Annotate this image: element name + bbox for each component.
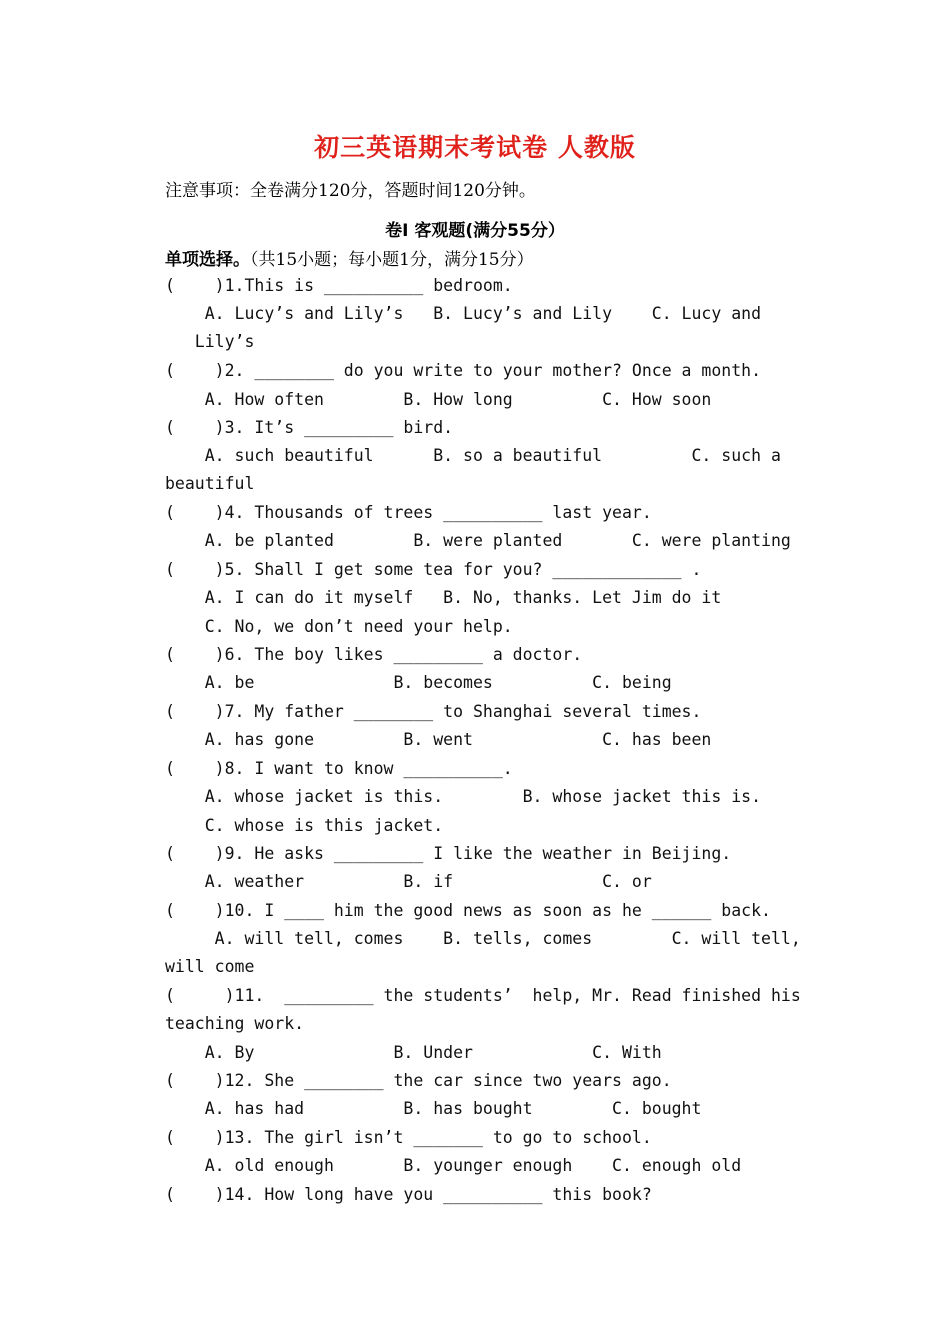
section-title: 卷Ⅰ 客观题(满分55分） (385, 221, 565, 241)
question-line: ( )13. The girl isn’t _______ to go to school. (165, 1128, 652, 1147)
option-line: A. weather B. if C. or (165, 872, 652, 891)
question-line: ( )14. How long have you __________ this book? (165, 1185, 652, 1204)
option-line: A. Lucy’s and Lily’s B. Lucy’s and Lily C. Lucy and (165, 304, 762, 323)
page-title: 初三英语期末考试卷 人教版 (314, 133, 636, 162)
question-line: ( )7. My father ________ to Shanghai several times. (165, 702, 702, 721)
part-title (165, 245, 534, 270)
option-line: A. How often B. How long C. How soon (165, 390, 712, 409)
option-line: C. No, we don’t need your help. (165, 617, 513, 636)
option-line: A. has had B. has bought C. bought (165, 1099, 702, 1118)
question-line: ( )3. It’s _________ bird. (165, 418, 454, 437)
option-line: A. whose jacket is this. B. whose jacket this is. (165, 787, 762, 806)
option-line: C. whose is this jacket. (165, 816, 444, 835)
option-line: A. be planted B. were planted C. were planting (165, 531, 791, 550)
option-line: Lily’s (165, 332, 255, 351)
exam-note: 注意事项：全卷满分120分，答题时间120分钟。 (165, 181, 536, 201)
question-line: ( )2. ________ do you write to your mother? Once a month. (165, 361, 762, 380)
question-line: ( )12. She ________ the car since two years ago. (165, 1071, 672, 1090)
option-line: A. old enough B. younger enough C. enough old (165, 1156, 742, 1175)
question-line: ( )9. He asks _________ I like the weather in Beijing. (165, 844, 732, 863)
question-line: ( )8. I want to know __________. (165, 759, 513, 778)
option-line: A. I can do it myself B. No, thanks. Let Jim do it (165, 588, 722, 607)
part-heading: 单项选择。 (165, 250, 250, 270)
question-line: ( )10. I ____ him the good news as soon as he ______ back. (165, 901, 771, 920)
question-line: ( )4. Thousands of trees __________ last year. (165, 503, 652, 522)
question-line: ( )6. The boy likes _________ a doctor. (165, 645, 583, 664)
option-line: A. has gone B. went C. has been (165, 730, 712, 749)
part-detail: （共15小题；每小题1分，满分15分） (250, 250, 534, 270)
question-line: teaching work. (165, 1014, 305, 1033)
option-line: A. will tell, comes B. tells, comes C. will tell, (165, 929, 801, 948)
option-line: A. be B. becomes C. being (165, 673, 672, 692)
option-line: A. By B. Under C. With (165, 1043, 662, 1062)
option-line: beautiful (165, 474, 255, 493)
question-line: ( )11. _________ the students’ help, Mr. Read finished his (165, 986, 801, 1005)
question-line: ( )5. Shall I get some tea for you? _____________ . (165, 560, 702, 579)
question-line: ( )1.This is __________ bedroom. (165, 276, 513, 295)
option-line: will come (165, 957, 255, 976)
option-line: A. such beautiful B. so a beautiful C. such a (165, 446, 781, 465)
